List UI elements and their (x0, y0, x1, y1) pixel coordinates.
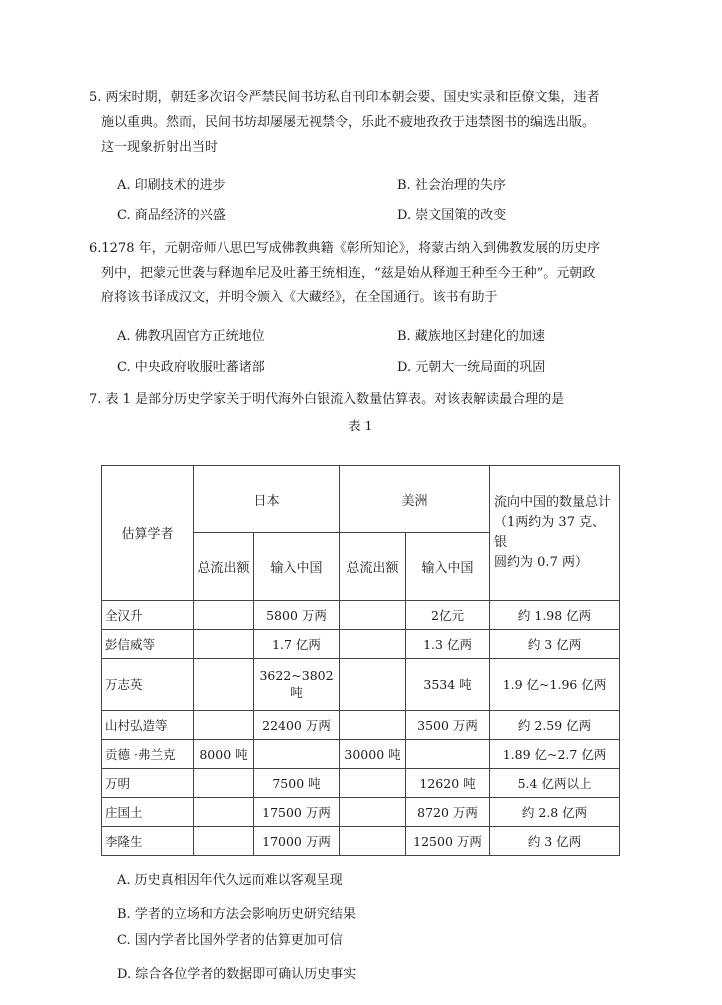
cell-total: 约 2.59 亿两 (490, 710, 620, 739)
cell-am-in: 12500 万两 (406, 826, 490, 855)
q6-stem-line-1: 6.1278 年，元朝帝师八思巴写成佛教典籍《彰所知论》，将蒙古纳入到佛教发展的历史序 (89, 241, 601, 256)
cell-jp-out: 8000 吨 (194, 739, 254, 768)
table-row (102, 797, 620, 826)
q5-stem-line-3: 这一现象折射出当时 (101, 140, 219, 155)
cell-scholar: 李隆生 (102, 826, 194, 855)
cell-jp-in (254, 739, 340, 768)
cell-am-out: 30000 吨 (340, 739, 406, 768)
header-america-inflow: 输入中国 (406, 533, 490, 600)
cell-total: 1.89 亿~2.7 亿两 (490, 739, 620, 768)
cell-am-in: 3534 吨 (406, 658, 490, 710)
q6-stem-line-2: 列中，把蒙元世袭与释迦牟尼及吐蕃王统相连，“兹是始从释迦王种至今王种”。元朝政 (101, 266, 596, 281)
header-america-outflow: 总流出额 (340, 533, 406, 600)
cell-jp-out (194, 629, 254, 658)
q7-option-d[interactable]: D. 综合各位学者的数据即可确认历史事实 (117, 967, 357, 982)
cell-total: 约 2.8 亿两 (490, 797, 620, 826)
table-row (102, 826, 620, 855)
header-japan-outflow: 总流出额 (194, 533, 254, 600)
cell-jp-in: 17500 万两 (254, 797, 340, 826)
cell-jp-out (194, 710, 254, 739)
cell-am-out (340, 658, 406, 710)
cell-am-in: 3500 万两 (406, 710, 490, 739)
table-row (102, 710, 620, 739)
cell-jp-out (194, 768, 254, 797)
cell-total: 5.4 亿两以上 (490, 768, 620, 797)
cell-jp-out (194, 600, 254, 629)
cell-am-out (340, 710, 406, 739)
q5-option-c[interactable]: C. 商品经济的兴盛 (117, 208, 226, 223)
q7-stem: 7. 表 1 是部分历史学家关于明代海外白银流入数量估算表。对该表解读最合理的是 (89, 392, 565, 407)
cell-jp-in: 1.7 亿两 (254, 629, 340, 658)
cell-am-out (340, 768, 406, 797)
q5-option-d[interactable]: D. 崇文国策的改变 (397, 208, 507, 223)
q7-option-b[interactable]: B. 学者的立场和方法会影响历史研究结果 (117, 907, 356, 922)
q5-option-a[interactable]: A. 印刷技术的进步 (117, 178, 226, 193)
cell-total: 1.9 亿~1.96 亿两 (490, 658, 620, 710)
q6-option-d[interactable]: D. 元朝大一统局面的巩固 (397, 360, 546, 375)
q6-option-a[interactable]: A. 佛教巩固官方正统地位 (117, 329, 265, 344)
cell-am-out (340, 600, 406, 629)
q5-stem-line-2: 施以重典。然而，民间书坊却屡屡无视禁令，乐此不疲地孜孜于违禁图书的编选出版。 (101, 115, 596, 130)
silver-inflow-table (101, 465, 620, 856)
header-total-line-1: 流向中国的数量总计 (494, 494, 612, 510)
q6-option-c[interactable]: C. 中央政府收服吐蕃诸部 (117, 360, 265, 375)
cell-jp-in: 3622~3802 吨 (254, 658, 340, 710)
header-total-line-2: （1两约为 37 克、银 (494, 514, 606, 550)
cell-scholar: 山村弘造等 (102, 710, 194, 739)
cell-scholar: 贡德 ·弗兰克 (102, 739, 194, 768)
table-row (102, 768, 620, 797)
cell-am-out (340, 826, 406, 855)
cell-jp-in: 22400 万两 (254, 710, 340, 739)
cell-scholar: 彭信威等 (102, 629, 194, 658)
header-scholar: 估算学者 (102, 466, 194, 601)
table-row (102, 658, 620, 710)
cell-am-out (340, 797, 406, 826)
q7-option-c[interactable]: C. 国内学者比国外学者的估算更加可信 (117, 933, 343, 948)
table-row (102, 739, 620, 768)
cell-jp-in: 5800 万两 (254, 600, 340, 629)
cell-scholar: 庄国土 (102, 797, 194, 826)
q7-option-a[interactable]: A. 历史真相因年代久远而难以客观呈现 (117, 873, 343, 888)
cell-total: 约 1.98 亿两 (490, 600, 620, 629)
q6-stem-line-3: 府将该书译成汉文，并明令颁入《大藏经》，在全国通行。该书有助于 (101, 290, 498, 305)
table-row (102, 629, 620, 658)
header-japan-inflow: 输入中国 (254, 533, 340, 600)
cell-am-in: 12620 吨 (406, 768, 490, 797)
cell-am-in (406, 739, 490, 768)
table-body (102, 600, 620, 855)
cell-scholar: 万志英 (102, 658, 194, 710)
cell-am-in: 8720 万两 (406, 797, 490, 826)
cell-am-out (340, 629, 406, 658)
q6-option-b[interactable]: B. 藏族地区封建化的加速 (397, 329, 545, 344)
header-total-line-3: 圆约为 0.7 两） (494, 554, 588, 570)
table-caption: 表 1 (348, 418, 373, 433)
header-america: 美洲 (340, 466, 490, 533)
cell-jp-out (194, 826, 254, 855)
q5-stem-line-1: 5. 两宋时期，朝廷多次诏令严禁民间书坊私自刊印本朝会要、国史实录和臣僚文集，违者 (89, 90, 600, 105)
cell-total: 约 3 亿两 (490, 629, 620, 658)
header-total (490, 466, 620, 601)
cell-am-in: 1.3 亿两 (406, 629, 490, 658)
cell-jp-in: 17000 万两 (254, 826, 340, 855)
cell-am-in: 2亿元 (406, 600, 490, 629)
cell-scholar: 万明 (102, 768, 194, 797)
header-japan: 日本 (194, 466, 340, 533)
cell-jp-in: 7500 吨 (254, 768, 340, 797)
cell-jp-out (194, 797, 254, 826)
cell-scholar: 全汉升 (102, 600, 194, 629)
cell-jp-out (194, 658, 254, 710)
cell-total: 约 3 亿两 (490, 826, 620, 855)
q5-option-b[interactable]: B. 社会治理的失序 (397, 178, 506, 193)
table-row (102, 600, 620, 629)
